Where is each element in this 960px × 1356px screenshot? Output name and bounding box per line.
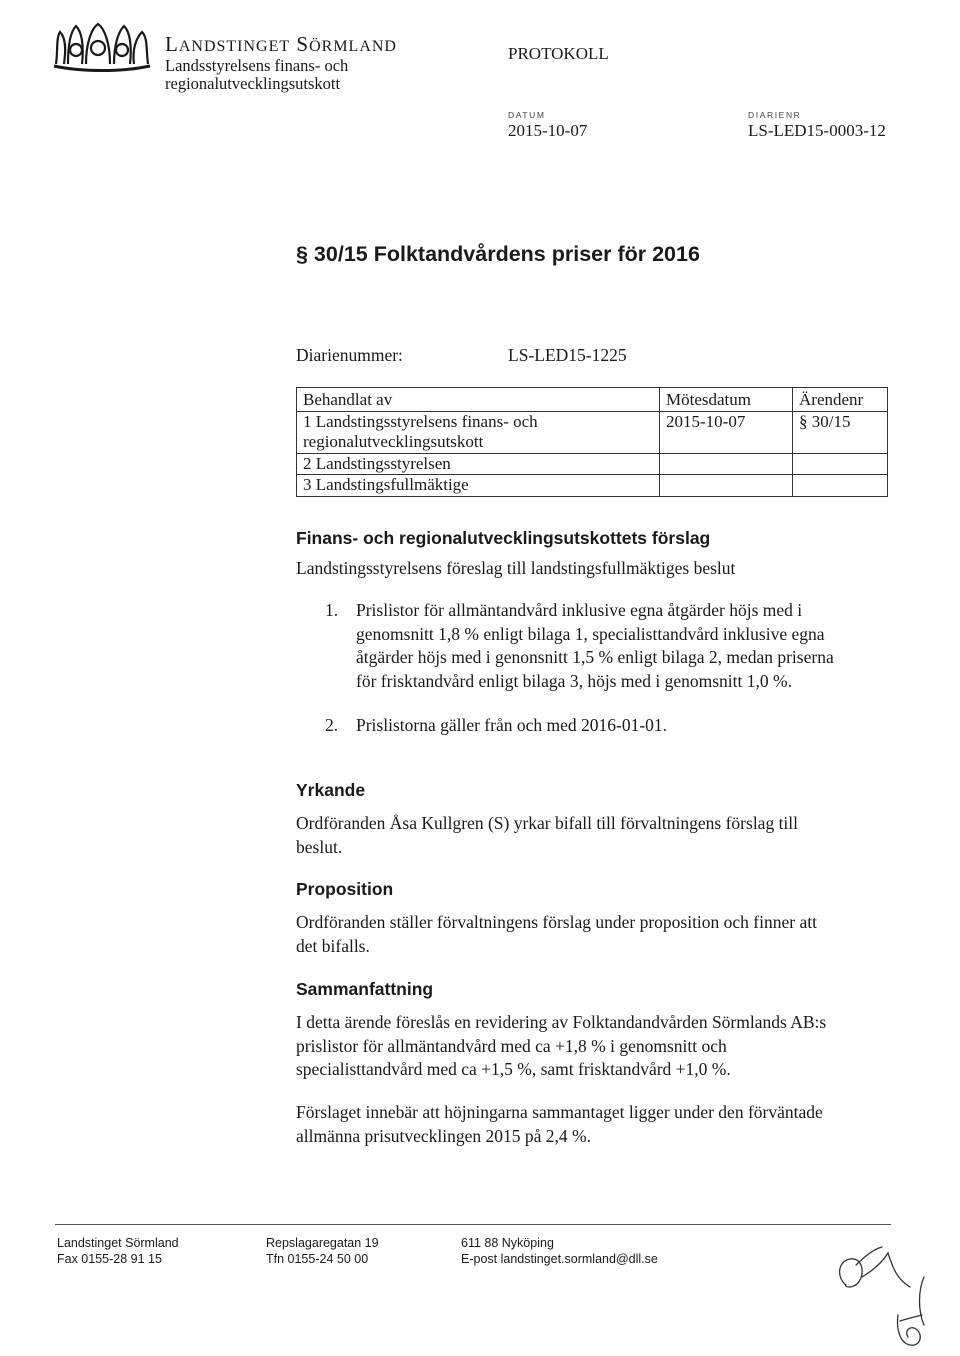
footer-email: E-post landstinget.sormland@dll.se xyxy=(461,1252,658,1266)
date-label: DATUM xyxy=(508,110,546,120)
text-line: allmänna prisutvecklingen 2015 på 2,4 %. xyxy=(296,1125,591,1146)
header-handled-by: Behandlat av xyxy=(297,388,660,412)
org-subtitle-line1: Landsstyrelsens finans- och xyxy=(165,56,349,75)
diary-number-label: DIARIENR xyxy=(748,110,802,120)
list-item-number: 2. xyxy=(325,715,339,735)
list-item-text xyxy=(356,599,896,693)
case-number-cell xyxy=(793,475,888,497)
header-case-number: Ärendenr xyxy=(793,388,888,412)
handled-by-cell: 2 Landstingsstyrelsen xyxy=(297,453,660,475)
text-line: åtgärder höjs med i genonsnitt 1,5 % enligt bilaga 2, medan priserna xyxy=(356,647,834,667)
header-meeting-date: Mötesdatum xyxy=(660,388,793,412)
section-title: § 30/15 Folktandvårdens priser för 2016 xyxy=(296,242,700,266)
handled-by-cell: 3 Landstingsfullmäktige xyxy=(297,475,660,497)
handwritten-initials-icon xyxy=(826,1225,946,1351)
footer-city-column xyxy=(461,1235,658,1267)
text-line: prislistor för allmäntandvård med ca +1,8 % i genomsnitt och xyxy=(296,1035,727,1056)
proposition-text xyxy=(296,911,896,958)
footer-fax: Fax 0155-28 91 15 xyxy=(57,1252,162,1266)
yrkande-heading: Yrkande xyxy=(296,780,366,800)
footer-city: 611 88 Nyköping xyxy=(461,1236,554,1250)
meeting-date-cell: 2015-10-07 xyxy=(660,411,793,453)
document-type: PROTOKOLL xyxy=(508,44,609,63)
handled-by-table xyxy=(296,387,888,497)
footer-phone: Tfn 0155-24 50 00 xyxy=(266,1252,369,1266)
footer-address-column xyxy=(57,1235,179,1267)
text-line: I detta ärende föreslås en revidering av Folktandandvården Sörmlands AB:s xyxy=(296,1012,827,1032)
summary-paragraph-1 xyxy=(296,1011,896,1082)
footer-street: Repslagaregatan 19 xyxy=(266,1236,379,1250)
proposition-heading: Proposition xyxy=(296,879,394,899)
text-line: för frisktandvård enligt bilaga 3, höjs med i genomsnitt 1,0 %. xyxy=(356,670,792,691)
diarienummer-label: Diarienummer: xyxy=(296,345,403,365)
diary-number-value: LS-LED15-0003-12 xyxy=(748,121,886,140)
text-line: det bifalls. xyxy=(296,935,370,956)
meeting-date-cell xyxy=(660,475,793,497)
org-name: LANDSTINGET SÖRMLAND xyxy=(165,32,397,56)
footer-street-column xyxy=(266,1235,379,1267)
text-line: genomsnitt 1,8 % enligt bilaga 1, specialisttandvård inklusive egna xyxy=(356,623,825,644)
handled-by-line1: 1 Landstingsstyrelsens finans- och xyxy=(303,411,538,431)
yrkande-text xyxy=(296,812,876,859)
case-number-cell: § 30/15 xyxy=(793,411,888,453)
table-row xyxy=(297,411,888,453)
proposal-intro: Landstingsstyrelsens föreslag till landstingsfullmäktiges beslut xyxy=(296,558,736,578)
footer-divider xyxy=(55,1224,891,1225)
table-row xyxy=(297,475,888,497)
text-line: Förslaget innebär att höjningarna sammantaget ligger under den förväntade xyxy=(296,1102,823,1122)
table-header-row xyxy=(297,388,888,412)
summary-heading: Sammanfattning xyxy=(296,979,434,999)
date-value: 2015-10-07 xyxy=(508,121,588,140)
proposal-heading: Finans- och regionalutvecklingsutskottets förslag xyxy=(296,528,711,548)
case-number-cell xyxy=(793,453,888,475)
summary-paragraph-2 xyxy=(296,1101,896,1148)
text-line: Ordföranden ställer förvaltningens förslag under proposition och finner att xyxy=(296,912,817,932)
diarienummer-value: LS-LED15-1225 xyxy=(508,345,627,365)
landsting-crown-logo-icon xyxy=(52,20,152,72)
footer-org: Landstinget Sörmland xyxy=(57,1236,179,1250)
text-line: beslut. xyxy=(296,836,343,857)
text-line: specialisttandvård med ca +1,5 %, samt frisktandvård +1,0 %. xyxy=(296,1059,731,1079)
list-item-number: 1. xyxy=(325,600,339,620)
handled-by-line2: regionalutvecklingsutskott xyxy=(303,432,484,451)
meeting-date-cell xyxy=(660,453,793,475)
text-line: Ordföranden Åsa Kullgren (S) yrkar bifall till förvaltningens förslag till xyxy=(296,813,799,833)
org-subtitle-line2: regionalutvecklingsutskott xyxy=(165,74,341,93)
list-item-text: Prislistorna gäller från och med 2016-01-01. xyxy=(356,715,668,735)
table-row xyxy=(297,453,888,475)
handled-by-cell xyxy=(297,411,660,453)
text-line: Prislistor för allmäntandvård inklusive egna åtgärder höjs med i xyxy=(356,600,803,620)
